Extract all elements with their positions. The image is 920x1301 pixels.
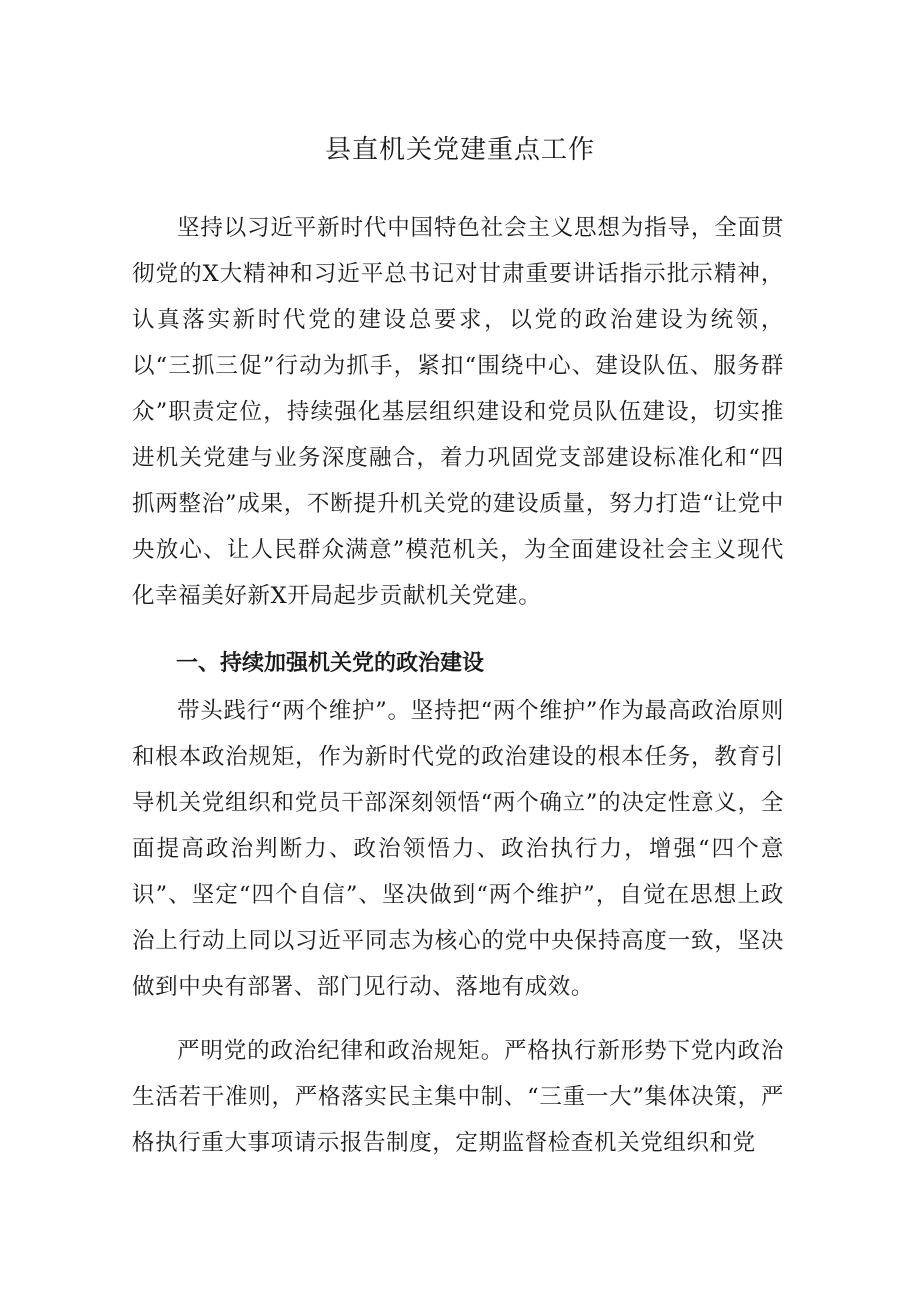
body-paragraph-two-safeguards: 带头践行“两个维护”。坚持把“两个维护”作为最高政治原则和根本政治规矩，作为新时代党的政治建设的根本任务，教育引导机关党组织和党员干部深刻领悟“两个确立”的决定性意义，全面提高政治判断力、政治领悟力、政治执行力，增强“四个意识”、坚定“四个自信”、坚决做到“两个维护”，自觉在思想上政治上行动上同以习近平同志为核心的党中央保持高度一致，坚决做到中央有部署、部门见行动、落地有成效。 (132, 698, 784, 1000)
section-heading: 一、持续加强机关党的政治建设 (176, 651, 485, 676)
document-title: 县直机关党建重点工作 (324, 135, 595, 165)
body-paragraph-discipline: 严明党的政治纪律和政治规矩。严格执行新形势下党内政治生活若干准则，严格落实民主集中制、“三重一大”集体决策，严格执行重大事项请示报告制度，定期监督检查机关党组织和党 (132, 1038, 784, 1156)
intro-paragraph: 坚持以习近平新时代中国特色社会主义思想为指导，全面贯彻党的X大精神和习近平总书记对甘肃重要讲话指示批示精神，认真落实新时代党的建设总要求，以党的政治建设为统领，以“三抓三促”行动为抓手，紧扣“围绕中心、建设队伍、服务群众”职责定位，持续强化基层组织建设和党员队伍建设，切实推进机关党建与业务深度融合，着力巩固党支部建设标准化和“四抓两整治”成果，不断提升机关党的建设质量，努力打造“让党中央放心、让人民群众满意”模范机关，为全面建设社会主义现代化幸福美好新X开局起步贡献机关党建。 (132, 215, 784, 609)
